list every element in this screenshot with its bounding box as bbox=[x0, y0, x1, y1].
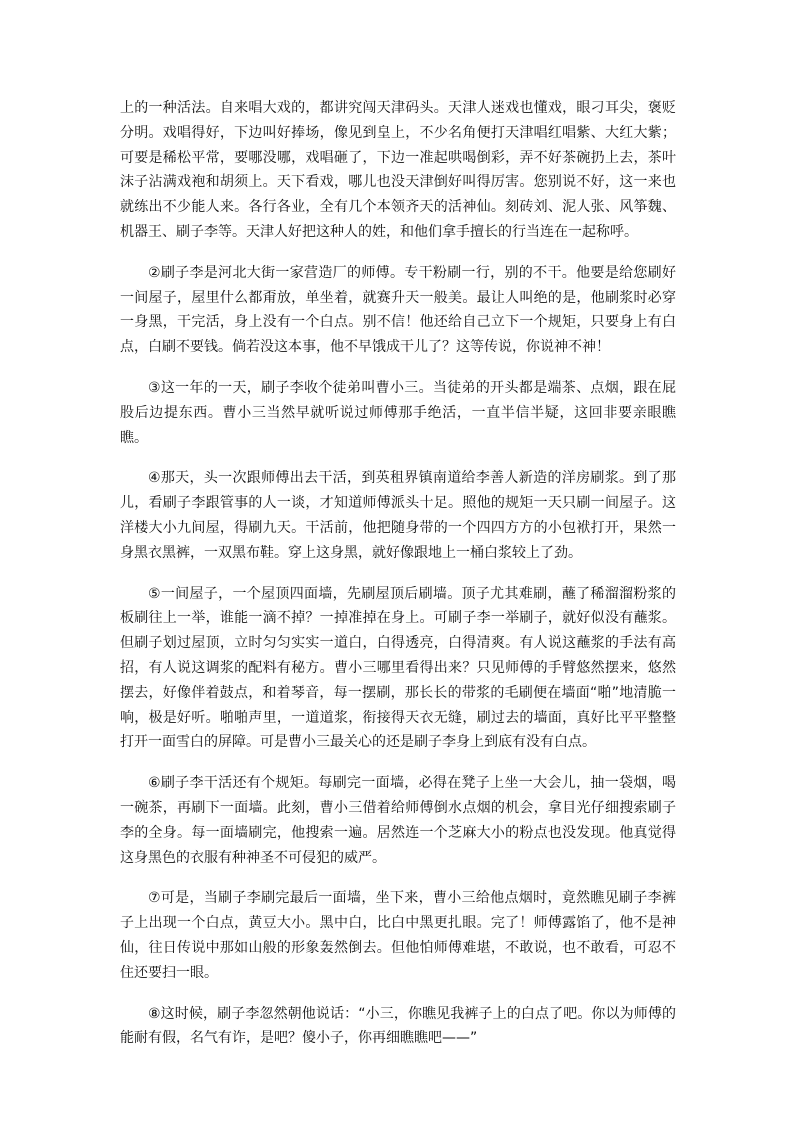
paragraph-3: ③这一年的一天，刷子李收个徒弟叫曹小三。当徒弟的开头都是端茶、点烟，跟在屁股后边提东西。曹小三当然早就听说过师傅那手绝活，一直半信半疑，这回非要亲眼瞧瞧。 bbox=[120, 379, 676, 446]
paragraph-4: ④那天，头一次跟师傅出去干活，到英租界镇南道给李善人新造的洋房刷浆。到了那儿，看刷子李跟管事的人一谈，才知道师傅派头十足。照他的规矩一天只刷一间屋子。这洋楼大小九间屋，得刷九天。干活前，他把随身带的一个四四方方的小包袱打开，果然一身黑衣黑裤，一双黑布鞋。穿上这身黑，就好像跟地上一桶白浆较上了劲。 bbox=[120, 470, 676, 561]
paragraph-6: ⑥刷子李干活还有个规矩。每刷完一面墙，必得在凳子上坐一大会儿，抽一袋烟，喝一碗茶，再刷下一面墙。此刻，曹小三借着给师傅倒水点烟的机会，拿目光仔细搜索刷子李的全身。每一面墙刷完，他搜索一遍。居然连一个芝麻大小的粉点也没发现。他真觉得这身黑色的衣服有种神圣不可侵犯的威严。 bbox=[120, 775, 676, 866]
paragraph-2: ②刷子李是河北大街一家营造厂的师傅。专干粉刷一行，别的不干。他要是给您刷好一间屋子，屋里什么都甭放，单坐着，就赛升天一般美。最让人叫绝的是，他刷浆时必穿一身黑，干完活，身上没有一个白点。别不信！他还给自己立下一个规矩，只要身上有白点，白刷不要钱。倘若没这本事，他不早饿成干儿了？这等传说，你说神不神！ bbox=[120, 264, 676, 356]
paragraph-5: ⑤一间屋子，一个屋顶四面墙，先刷屋顶后刷墙。顶子尤其难刷，蘸了稀溜溜粉浆的板刷往上一举，谁能一滴不掉？一掉准掉在身上。可刷子李一举刷子，就好似没有蘸浆。但刷子划过屋顶，立时匀匀实实一道白，白得透亮，白得清爽。有人说这蘸浆的手法有高招，有人说这调浆的配料有秘方。曹小三哪里看得出来？只见师傅的手臂悠然摆来，悠然摆去，好像伴着鼓点，和着琴音，每一摆刷，那长长的带浆的毛刷便在墙面“啪”地清脆一响，极是好听。啪啪声里，一道道浆，衔接得天衣无缝，刷过去的墙面，真好比平平整整打开一面雪白的屏障。可是曹小三最关心的还是刷子李身上到底有没有白点。 bbox=[120, 585, 676, 751]
document-page bbox=[120, 96, 676, 1067]
paragraph-8: ⑧这时候，刷子李忽然朝他说话：“小三，你瞧见我裤子上的白点了吧。你以为师傅的能耐有假，名气有诈，是吧？傻小子，你再细瞧瞧吧——” bbox=[120, 1005, 676, 1047]
paragraph-1: 上的一种活法。自来唱大戏的，都讲究闯天津码头。天津人迷戏也懂戏，眼刁耳尖，褒贬分明。戏唱得好，下边叫好捧场，像见到皇上，不少名角便打天津唱红唱紫、大红大紫；可要是稀松平常，要哪没哪，戏唱砸了，下边一准起哄喝倒彩，弄不好茶碗扔上去，茶叶沫子沾满戏袍和胡须上。天下看戏，哪儿也没天津倒好叫得厉害。您别说不好，这一来也就练出不少能人来。各行各业，全有几个本领齐天的活神仙。刻砖刘、泥人张、风筝魏、机器王、刷子李等。天津人好把这种人的姓，和他们拿手擅长的行当连在一起称呼。 bbox=[120, 100, 676, 240]
paragraph-7: ⑦可是，当刷子李刷完最后一面墙，坐下来，曹小三给他点烟时，竟然瞧见刷子李裤子上出现一个白点，黄豆大小。黑中白，比白中黑更扎眼。完了！师傅露馅了，他不是神仙，往日传说中那如山般的形象轰然倒去。但他怕师傅难堪，不敢说，也不敢看，可忍不住还要扫一眼。 bbox=[120, 890, 676, 981]
